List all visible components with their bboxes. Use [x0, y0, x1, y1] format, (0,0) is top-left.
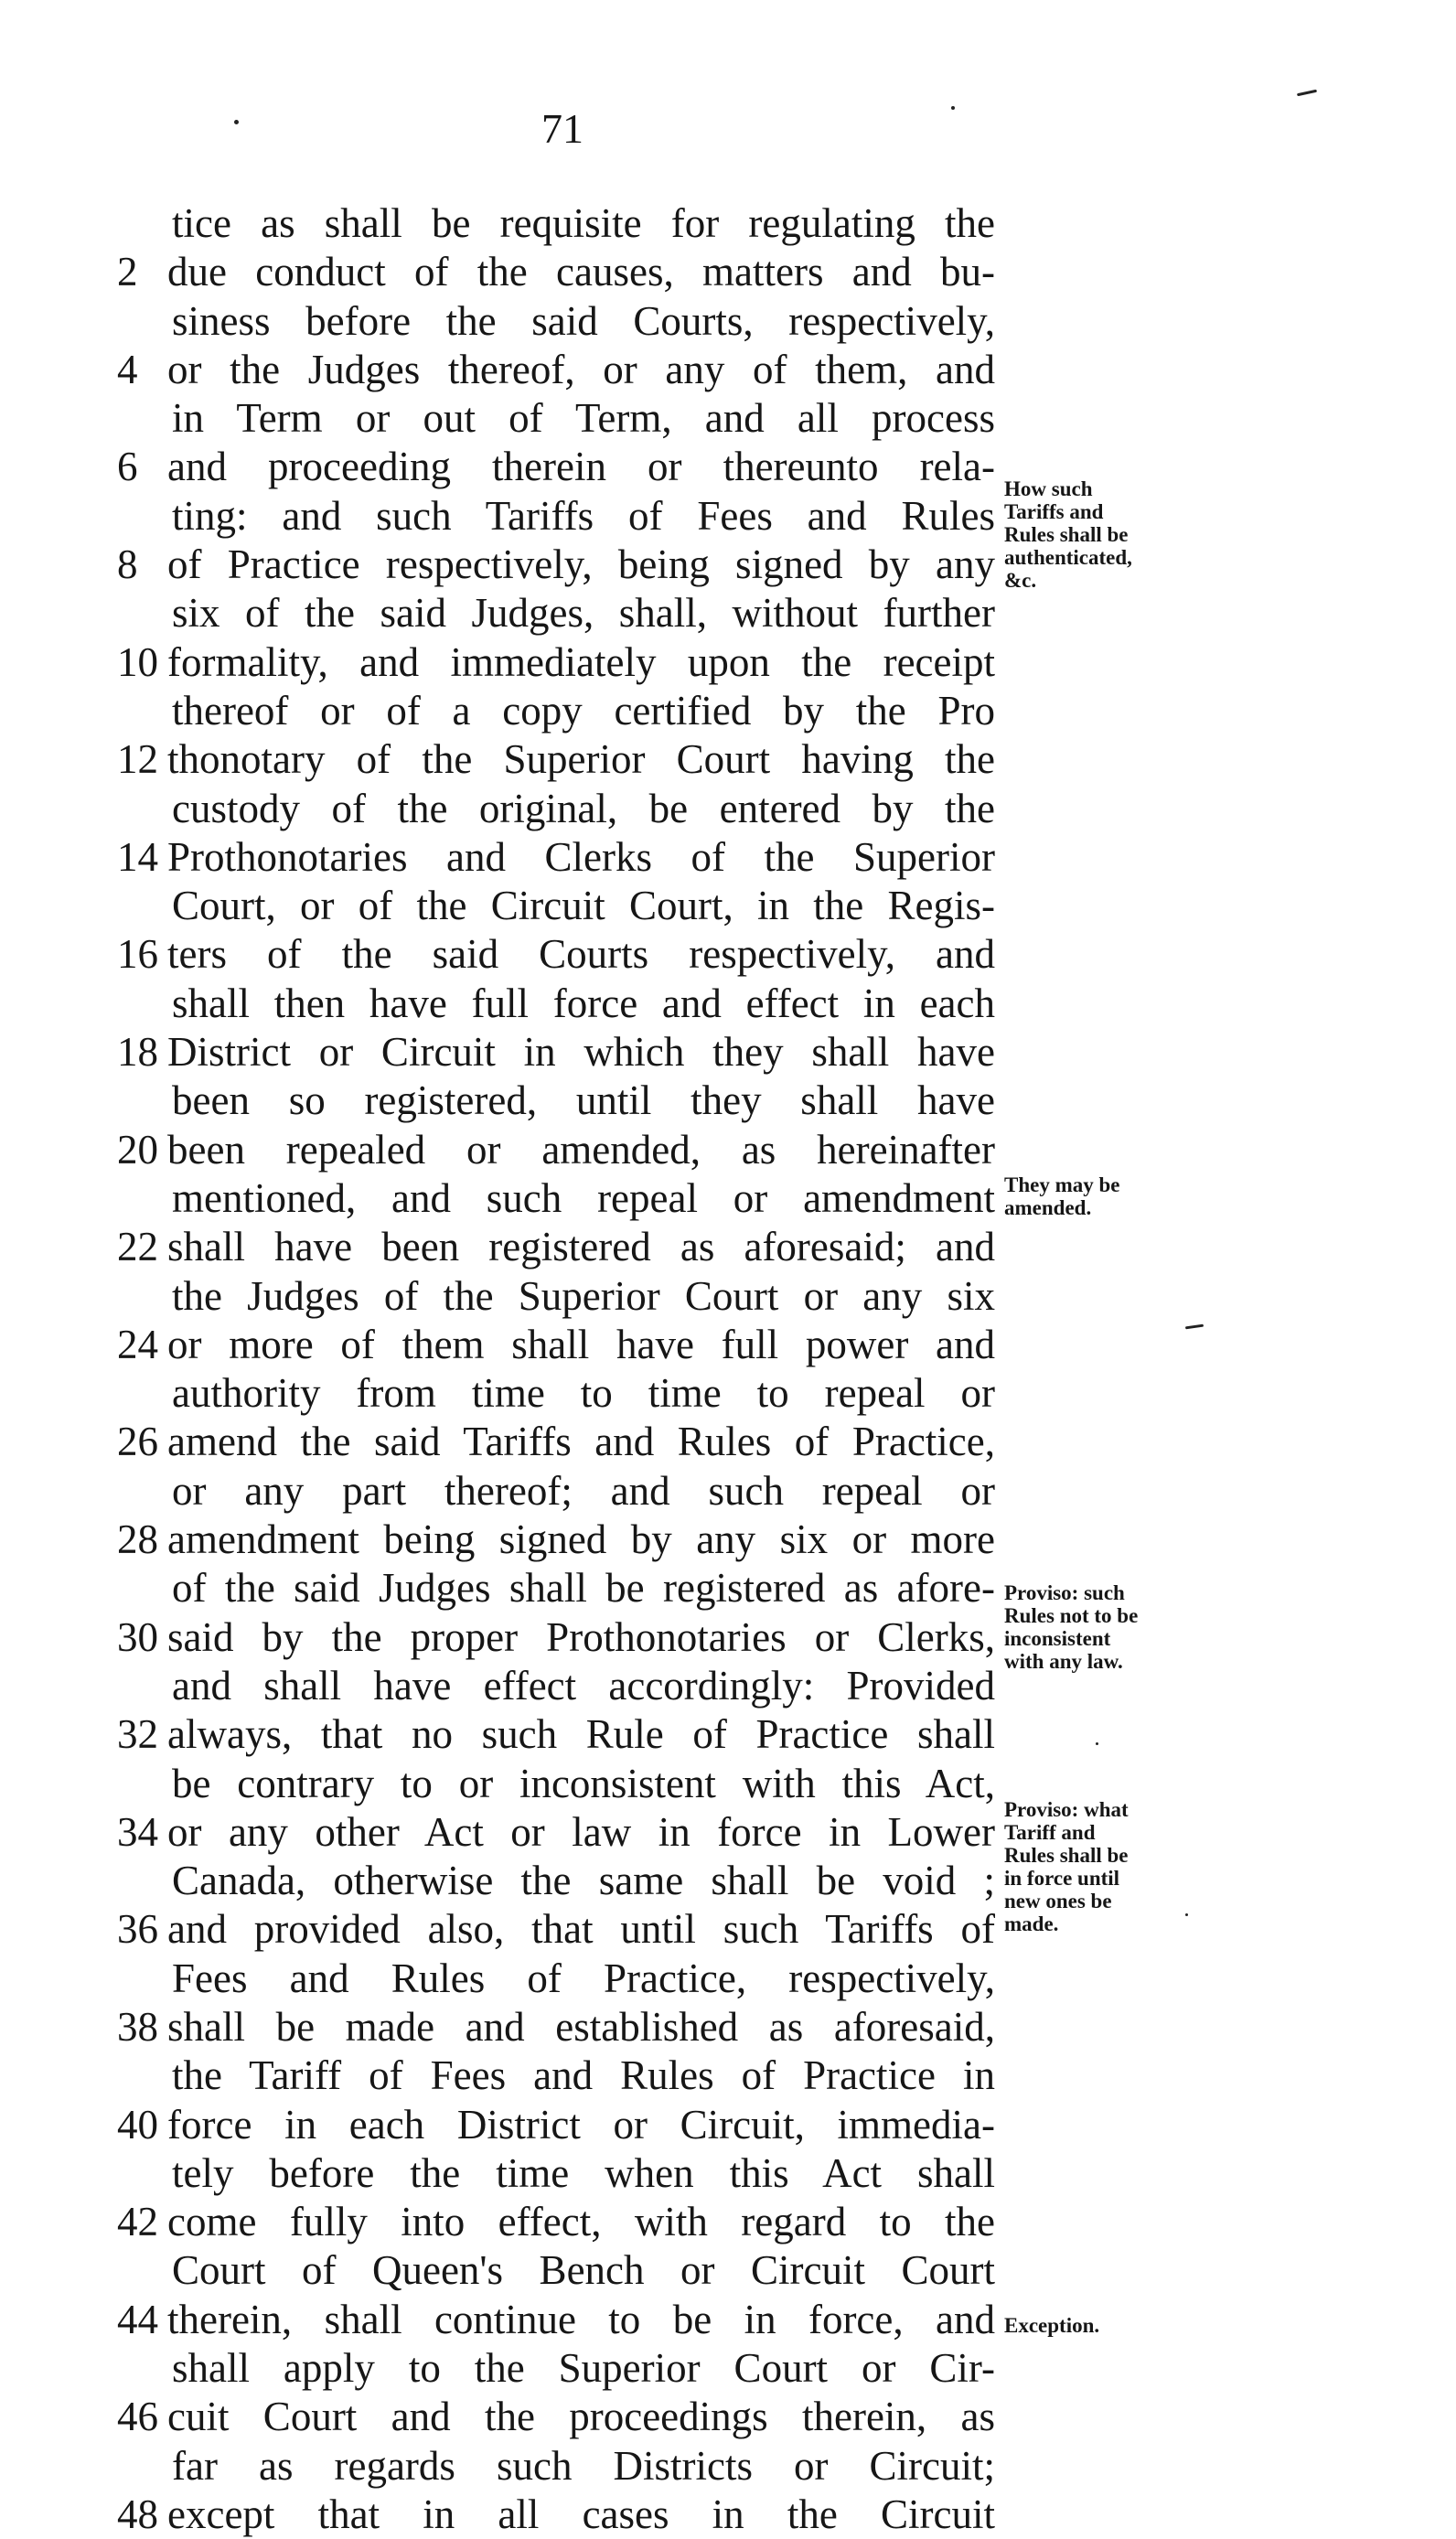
line-text: except that in all cases in the Circuit	[167, 2491, 995, 2537]
text-line	[117, 1760, 995, 1808]
text-line	[117, 1028, 995, 1077]
body-text	[117, 199, 995, 2539]
line-text: Canada, otherwise the same shall be void ;	[172, 1858, 995, 1904]
line-text: Fees and Rules of Practice, respectively,	[172, 1955, 995, 2001]
line-number: 34	[117, 1808, 158, 1855]
line-text: custody of the original, be entered by the	[172, 785, 995, 831]
line-text: been so registered, until they shall have	[172, 1077, 995, 1124]
text-line	[117, 735, 995, 784]
text-line	[117, 199, 995, 248]
text-line	[117, 1223, 995, 1271]
line-text: therein, shall continue to be in force, and	[167, 2296, 995, 2342]
line-text: always, that no such Rule of Practice shall	[167, 1711, 995, 1758]
line-number: 28	[117, 1516, 158, 1563]
line-text: said by the proper Prothonotaries or Clerks,	[167, 1613, 995, 1660]
text-line	[117, 1369, 995, 1418]
text-line	[117, 2442, 995, 2491]
text-line	[117, 1905, 995, 1954]
text-line	[117, 1564, 995, 1612]
margin-note-line: &c.	[1004, 569, 1037, 592]
line-text: and provided also, that until such Tariffs of	[167, 1906, 995, 1953]
line-text: thereof or of a copy certified by the Pro	[172, 687, 995, 734]
line-number: 36	[117, 1906, 158, 1953]
text-line	[117, 2393, 995, 2441]
text-line	[117, 1321, 995, 1369]
line-text: or more of them shall have full power and	[167, 1321, 995, 1367]
text-line	[117, 785, 995, 833]
line-text: in Term or out of Term, and all process	[172, 395, 995, 442]
text-line	[117, 1077, 995, 1125]
line-text: Prothonotaries and Clerks of the Superior	[167, 833, 995, 880]
line-number: 46	[117, 2394, 158, 2440]
text-line	[117, 2198, 995, 2246]
text-line	[117, 1272, 995, 1321]
line-text: or any other Act or law in force in Lower	[167, 1808, 995, 1855]
text-line	[117, 1710, 995, 1759]
line-text: or any part thereof; and such repeal or	[172, 1467, 995, 1514]
line-text: been repealed or amended, as hereinafter	[167, 1126, 995, 1173]
text-line	[117, 2344, 995, 2393]
margin-note-line: Tariff and	[1004, 1821, 1096, 1844]
print-speck	[1096, 1742, 1098, 1745]
text-line	[117, 1516, 995, 1564]
line-number: 26	[117, 1419, 158, 1465]
line-text: tely before the time when this Act shall	[172, 2149, 995, 2196]
print-speck	[951, 106, 955, 110]
margin-note-proviso-inconsistent	[1004, 1581, 1196, 1673]
text-line	[117, 1613, 995, 1662]
line-number: 48	[117, 2491, 158, 2537]
line-number: 30	[117, 1613, 158, 1660]
line-number: 44	[117, 2296, 158, 2342]
line-text: tice as shall be requisite for regulating the	[172, 200, 995, 246]
text-line	[117, 541, 995, 589]
line-text: shall then have full force and effect in each	[172, 980, 995, 1026]
text-line	[117, 1418, 995, 1466]
margin-note-line: Proviso: such	[1004, 1581, 1125, 1604]
text-line	[117, 980, 995, 1028]
text-line	[117, 1467, 995, 1516]
margin-note-line: amended.	[1004, 1196, 1092, 1219]
line-number: 42	[117, 2199, 158, 2245]
margin-note-line: in force until	[1004, 1867, 1120, 1890]
print-speck	[1185, 1324, 1204, 1330]
text-line	[117, 687, 995, 735]
line-number: 22	[117, 1224, 158, 1270]
text-line	[117, 2052, 995, 2100]
margin-note-line: Rules not to be	[1004, 1604, 1139, 1627]
margin-note-line: They may be	[1004, 1173, 1120, 1196]
line-text: or the Judges thereof, or any of them, and	[167, 346, 995, 392]
line-text: Court, or of the Circuit Court, in the Regis-	[172, 883, 995, 929]
print-speck	[1185, 1913, 1188, 1916]
line-text: due conduct of the causes, matters and bu-	[167, 249, 995, 295]
text-line	[117, 394, 995, 443]
line-number: 38	[117, 2003, 158, 2050]
margin-note-line: made.	[1004, 1912, 1059, 1935]
text-line	[117, 1174, 995, 1223]
text-line	[117, 833, 995, 882]
line-text: ting: and such Tariffs of Fees and Rules	[172, 492, 995, 539]
line-text: authority from time to time to repeal or	[172, 1370, 995, 1417]
line-number: 16	[117, 931, 158, 978]
line-text: ters of the said Courts respectively, and	[167, 931, 995, 978]
line-text: six of the said Judges, shall, without further	[172, 590, 995, 637]
line-number: 6	[117, 444, 138, 490]
line-number: 2	[117, 249, 138, 295]
line-number: 14	[117, 833, 158, 880]
line-number: 18	[117, 1029, 158, 1076]
text-line	[117, 1857, 995, 1905]
line-text: thonotary of the Superior Court having the	[167, 736, 995, 783]
margin-note-proviso-tariff	[1004, 1798, 1196, 1935]
line-text: amend the said Tariffs and Rules of Practice,	[167, 1419, 995, 1465]
text-line	[117, 1662, 995, 1710]
line-number: 4	[117, 346, 138, 392]
text-line	[117, 2296, 995, 2344]
line-text: force in each District or Circuit, immedia-	[167, 2101, 995, 2148]
line-text: formality, and immediately upon the receipt	[167, 638, 995, 685]
line-text: and proceeding therein or thereunto rela-	[167, 444, 995, 490]
margin-note-line: How such	[1004, 477, 1093, 500]
line-text: far as regards such Districts or Circuit;	[172, 2442, 995, 2489]
text-line	[117, 443, 995, 491]
print-speck	[234, 120, 239, 124]
line-text: mentioned, and such repeal or amendment	[172, 1174, 995, 1221]
text-line	[117, 492, 995, 541]
margin-note-line: Proviso: what	[1004, 1798, 1129, 1821]
margin-note-line: new ones be	[1004, 1890, 1112, 1912]
margin-note-authentication	[1004, 477, 1196, 592]
text-line	[117, 2149, 995, 2198]
line-text: the Tariff of Fees and Rules of Practice in	[172, 2052, 995, 2099]
line-text: and shall have effect accordingly: Provided	[172, 1662, 995, 1709]
text-line	[117, 638, 995, 687]
line-number: 32	[117, 1711, 158, 1758]
text-line	[117, 2491, 995, 2539]
line-text: shall apply to the Superior Court or Cir-	[172, 2345, 995, 2392]
margin-note-line: Rules shall be	[1004, 1844, 1129, 1867]
line-number: 24	[117, 1321, 158, 1367]
line-number: 10	[117, 638, 158, 685]
margin-note-line: inconsistent	[1004, 1627, 1111, 1650]
line-text: cuit Court and the proceedings therein, as	[167, 2394, 995, 2440]
margin-note-line: authenticated,	[1004, 546, 1132, 569]
page-number: 71	[541, 105, 583, 152]
text-line	[117, 589, 995, 637]
line-text: of Practice respectively, being signed by any	[167, 541, 995, 588]
line-text: come fully into effect, with regard to the	[167, 2199, 995, 2245]
line-number: 8	[117, 541, 138, 588]
text-line	[117, 2003, 995, 2052]
margin-note-line: Tariffs and	[1004, 500, 1104, 523]
margin-note-exception	[1004, 2314, 1196, 2337]
line-text: the Judges of the Superior Court or any six	[172, 1272, 995, 1319]
line-number: 20	[117, 1126, 158, 1173]
text-line	[117, 346, 995, 394]
line-text: siness before the said Courts, respectively,	[172, 297, 995, 344]
line-number: 40	[117, 2101, 158, 2148]
line-number: 12	[117, 736, 158, 783]
text-line	[117, 1126, 995, 1174]
text-line	[117, 2246, 995, 2295]
line-text: District or Circuit in which they shall have	[167, 1029, 995, 1076]
text-line	[117, 882, 995, 930]
margin-note-line: Rules shall be	[1004, 523, 1129, 546]
text-line	[117, 1955, 995, 2003]
text-line	[117, 248, 995, 296]
line-text: of the said Judges shall be registered as afore-	[172, 1565, 995, 1612]
line-text: shall be made and established as aforesaid,	[167, 2003, 995, 2050]
text-line	[117, 297, 995, 346]
margin-note-amendment	[1004, 1173, 1196, 1219]
text-line	[117, 930, 995, 979]
line-text: be contrary to or inconsistent with this Act,	[172, 1760, 995, 1806]
line-text: amendment being signed by any six or more	[167, 1516, 995, 1563]
text-line	[117, 1808, 995, 1857]
margin-note-line: with any law.	[1004, 1650, 1123, 1673]
text-line	[117, 2101, 995, 2149]
margin-note-line: Exception.	[1004, 2314, 1100, 2337]
line-text: Court of Queen's Bench or Circuit Court	[172, 2247, 995, 2294]
line-text: shall have been registered as aforesaid; and	[167, 1224, 995, 1270]
print-speck	[1297, 90, 1317, 97]
